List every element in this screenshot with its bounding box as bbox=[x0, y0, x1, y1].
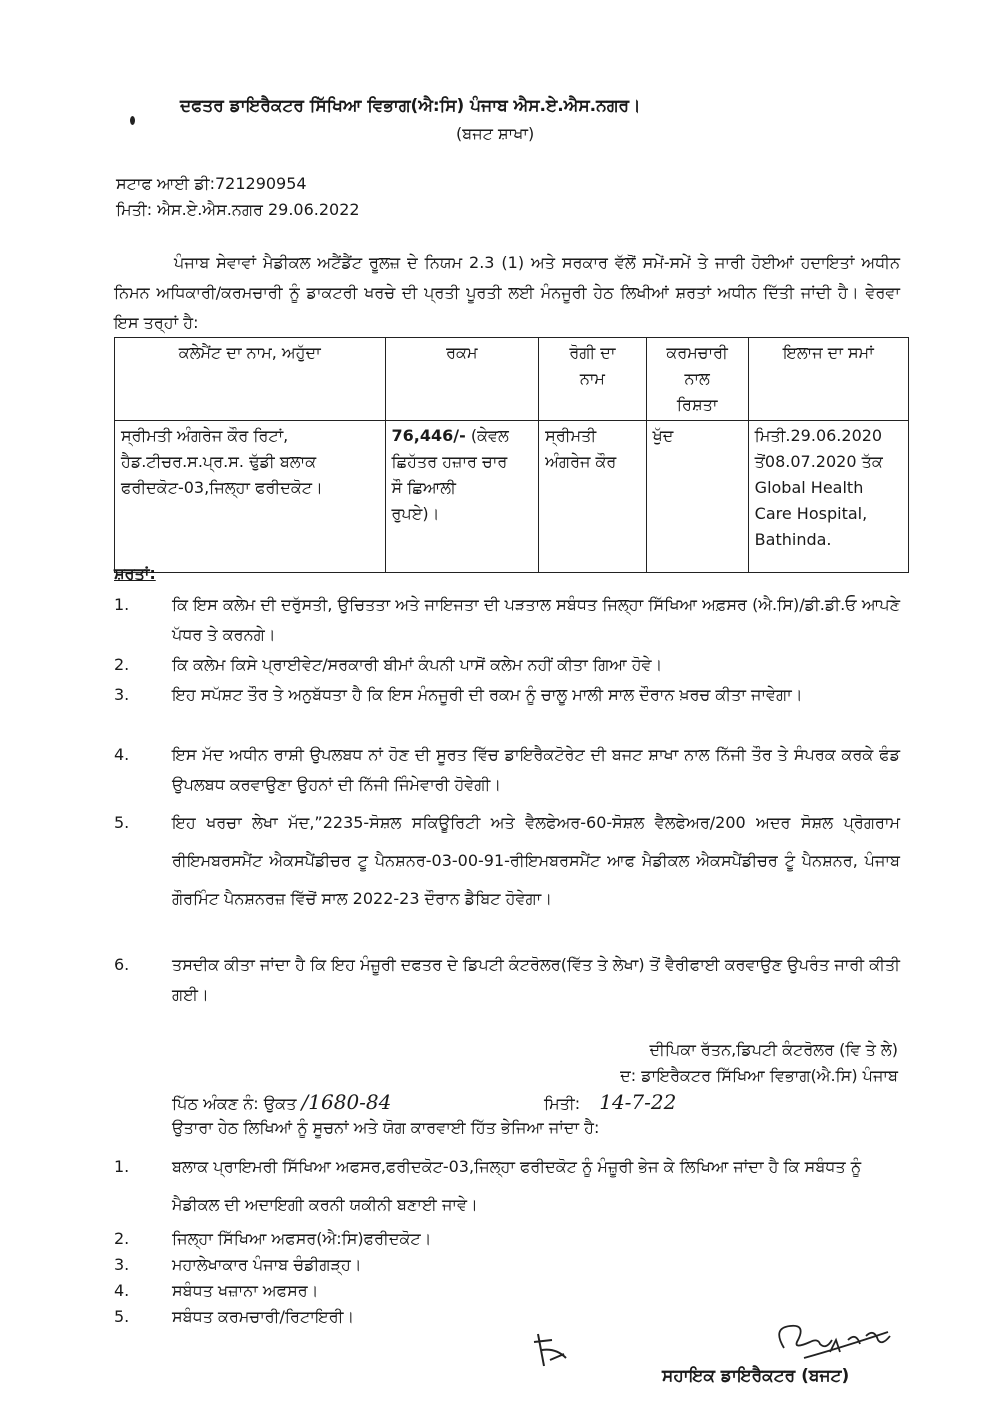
cell-relation: ਖੁੱਦ bbox=[646, 421, 748, 573]
initials-signature bbox=[530, 1330, 570, 1370]
claim-table bbox=[114, 337, 909, 573]
scan-speck bbox=[130, 116, 135, 125]
header-amount: ਰਕਮ bbox=[385, 338, 539, 421]
header-patient-line2: ਨਾਮ bbox=[579, 369, 605, 388]
condition-number: 6. bbox=[114, 955, 130, 974]
claimant-line3: ਫਰੀਦਕੋਟ-03,ਜਿਲ੍ਹਾ ਫਰੀਦਕੋਟ। bbox=[121, 478, 323, 497]
issue-date: ਮਿਤੀ: ਐਸ.ਏ.ਐਸ.ਨਗਰ 29.06.2022 bbox=[116, 200, 360, 219]
period-line2: ਤੋਂ08.07.2020 ਤੱਕ bbox=[754, 452, 883, 471]
period-line4: Care Hospital, bbox=[754, 504, 868, 523]
condition-number: 5. bbox=[114, 813, 130, 832]
condition-text: ਕਿ ਕਲੇਮ ਕਿਸੇ ਪ੍ਰਾਈਵੇਟ/ਸਰਕਾਰੀ ਬੀਮਾਂ ਕੰਪਨੀ ਪਾਸੋਂ ਕਲੇਮ ਨਹੀਂ ਕੀਤਾ ਗਿਆ ਹੋਵੇ। bbox=[172, 655, 663, 674]
assistant-director-signature bbox=[770, 1318, 910, 1366]
condition-number: 1. bbox=[114, 595, 130, 614]
copy-number: 1. bbox=[114, 1157, 130, 1176]
condition-text: ਤਸਦੀਕ ਕੀਤਾ ਜਾਂਦਾ ਹੈ ਕਿ ਇਹ ਮੰਜ਼ੂਰੀ ਦਫਤਰ ਦੇ ਡਿਪਟੀ ਕੰਟਰੋਲਰ(ਵਿੱਤ ਤੇ ਲੇਖਾ) ਤੋਂ ਵੈਰੀਫਾਈ ਕਰਵਾਉਣ ਉਪਰੰਤ ਜਾਰੀ ਕੀਤੀ ਗਈ। bbox=[172, 955, 900, 1004]
signatory-name: ਦੀਪਿਕਾ ਰੱਤਨ,ਡਿਪਟੀ ਕੰਟਰੋਲਰ (ਵਿ ਤੇ ਲੇ) bbox=[649, 1040, 898, 1059]
endorsement-date: 14-7-22 bbox=[599, 1090, 677, 1114]
copy-text: ਜਿਲ੍ਹਾ ਸਿੱਖਿਆ ਅਫਸਰ(ਐ:ਸਿ)ਫਰੀਦਕੋਟ। bbox=[172, 1229, 432, 1248]
header-patient-line1: ਰੋਗੀ ਦਾ bbox=[569, 343, 616, 362]
copy-number: 2. bbox=[114, 1229, 130, 1248]
copy-number: 3. bbox=[114, 1255, 130, 1274]
copy-number: 5. bbox=[114, 1307, 130, 1326]
header-period: ਇਲਾਜ ਦਾ ਸਮਾਂ bbox=[748, 338, 908, 421]
condition-text: ਇਹ ਸਪੱਸ਼ਟ ਤੌਰ ਤੇ ਅਨੁਬੱਧਤਾ ਹੈ ਕਿ ਇਸ ਮੰਨਜੂਰੀ ਦੀ ਰਕਮ ਨੂੰ ਚਾਲੂ ਮਾਲੀ ਸਾਲ ਦੌਰਾਨ ਖ਼ਰਚ ਕੀਤਾ ਜਾਵੇਗਾ। bbox=[172, 685, 803, 704]
copy-forward-line: ਉਤਾਰਾ ਹੇਠ ਲਿਖਿਆਂ ਨੂੰ ਸੂਚਨਾਂ ਅਤੇ ਯੋਗ ਕਾਰਵਾਈ ਹਿੱਤ ਭੇਜਿਆ ਜਾਂਦਾ ਹੈ: bbox=[172, 1118, 600, 1137]
header-relation-line2: ਨਾਲ bbox=[684, 369, 710, 388]
condition-text: ਕਿ ਇਸ ਕਲੇਮ ਦੀ ਦਰੁੱਸਤੀ, ਉਚਿਤਤਾ ਅਤੇ ਜਾਇਜਤਾ ਦੀ ਪੜਤਾਲ ਸਬੰਧਤ ਜਿਲ੍ਹਾ ਸਿੱਖਿਆ ਅਫ਼ਸਰ (ਐ.ਸਿ)/ਡੀ.ਡੀ.ਓ ਆਪਣੇ ਪੱਧਰ ਤੇ ਕਰਨਗੇ। bbox=[172, 595, 900, 644]
amount-words-2: ਛਿਹੱਤਰ ਹਜ਼ਾਰ ਚਾਰ bbox=[391, 452, 508, 471]
condition-number: 2. bbox=[114, 655, 130, 674]
table-header-row bbox=[115, 338, 909, 421]
condition-number: 3. bbox=[114, 685, 130, 704]
patient-line2: ਅੰਗਰੇਜ ਕੌਰ bbox=[545, 452, 617, 471]
cell-amount bbox=[385, 421, 539, 573]
patient-line1: ਸ੍ਰੀਮਤੀ bbox=[545, 426, 597, 445]
assistant-director-designation: ਸਹਾਇਕ ਡਾਇਰੈਕਟਰ (ਬਜਟ) bbox=[662, 1366, 850, 1386]
endorsement-number: /1680-84 bbox=[301, 1090, 392, 1114]
endorsement-date-label: ਮਿਤੀ: bbox=[544, 1094, 586, 1113]
cell-patient bbox=[539, 421, 646, 573]
signatory-office: ਦ: ਡਾਇਰੈਕਟਰ ਸਿੱਖਿਆ ਵਿਭਾਗ(ਐ.ਸਿ) ਪੰਜਾਬ bbox=[620, 1066, 898, 1085]
amount-value: 76,446/- bbox=[391, 426, 466, 445]
header-relation bbox=[646, 338, 748, 421]
endorsement-date-line bbox=[544, 1090, 676, 1114]
cell-claimant bbox=[115, 421, 386, 573]
conditions-heading: ਸ਼ਰਤਾਂ: bbox=[114, 564, 156, 583]
endorsement-label: ਪਿੱਠ ਅੰਕਣ ਨੰ: ਉਕਤ bbox=[172, 1094, 302, 1113]
header-relation-line1: ਕਰਮਚਾਰੀ bbox=[666, 343, 728, 362]
amount-words-1: (ਕੇਵਲ bbox=[465, 426, 509, 445]
amount-words-3: ਸੌ ਛਿਆਲੀ bbox=[391, 478, 456, 497]
period-line5: Bathinda. bbox=[754, 530, 832, 549]
copy-number: 4. bbox=[114, 1281, 130, 1300]
table-row bbox=[115, 421, 909, 573]
condition-number: 4. bbox=[114, 745, 130, 764]
claimant-line1: ਸ੍ਰੀਮਤੀ ਅੰਗਰੇਜ ਕੌਰ ਰਿਟਾਂ, bbox=[121, 426, 289, 445]
condition-text: ਇਹ ਖਰਚਾ ਲੇਖਾ ਮੱਦ,”2235-ਸੋਸ਼ਲ ਸਕਿਊਰਿਟੀ ਅਤੇ ਵੈਲਫੇਅਰ-60-ਸੋਸ਼ਲ ਵੈਲਫੇਅਰ/200 ਅਦਰ ਸੋਸ਼ਲ ਪ੍ਰੋਗਰਾਮ ਰੀਇਮਬਰਸਮੈਂਟ ਐਕਸਪੈਂਡੀਚਰ ਟੂ ਪੈਨਸ਼ਨਰ-03-00-91-ਰੀਇਮਬਰਸਮੈਂਟ ਆਫ ਮੈਡੀਕਲ ਐਕਸਪੈਂਡੀਚਰ ਟੂੰ ਪੈਨਸ਼ਨਰ, ਪੰਜਾਬ ਗੌਰਮਿੰਟ ਪੈਨਸ਼ਨਰਜ਼ ਵਿੱਚੋਂ ਸਾਲ 2022-23 ਦੌਰਾਨ ਡੈਬਿਟ ਹੋਵੇਗਾ। bbox=[172, 813, 900, 908]
condition-text: ਇਸ ਮੱਦ ਅਧੀਨ ਰਾਸ਼ੀ ਉਪਲਬਧ ਨਾਂ ਹੋਣ ਦੀ ਸੂਰਤ ਵਿੱਚ ਡਾਇਰੈਕਟੋਰੇਟ ਦੀ ਬਜਟ ਸ਼ਾਖਾ ਨਾਲ ਨਿੱਜੀ ਤੌਰ ਤੇ ਸੰਪਰਕ ਕਰਕੇ ਫੰਡ ਉਪਲਬਧ ਕਰਵਾਉਣਾ ਉਹਨਾਂ ਦੀ ਨਿੱਜੀ ਜਿੰਮੇਵਾਰੀ ਹੋਵੇਗੀ। bbox=[172, 745, 900, 794]
amount-line1 bbox=[392, 423, 533, 449]
endorsement-number-line bbox=[172, 1090, 391, 1114]
branch-subtitle: (ਬਜਟ ਸ਼ਾਖਾ) bbox=[456, 124, 535, 143]
claimant-line2: ਹੈਡ.ਟੀਚਰ.ਸ.ਪ੍ਰ.ਸ. ਢੁੱਡੀ ਬਲਾਕ bbox=[121, 452, 317, 471]
header-patient bbox=[539, 338, 646, 421]
copy-text: ਮਹਾਲੇਖਾਕਾਰ ਪੰਜਾਬ ਚੰਡੀਗੜ੍ਹ। bbox=[172, 1255, 362, 1274]
amount-words-4: ਰੁਪਏ)। bbox=[391, 504, 440, 523]
staff-id: ਸਟਾਫ ਆਈ ਡੀ:721290954 bbox=[116, 174, 307, 193]
copy-text: ਬਲਾਕ ਪ੍ਰਾਇਮਰੀ ਸਿੱਖਿਆ ਅਫਸਰ,ਫਰੀਦਕੋਟ-03,ਜਿਲ੍ਹਾ ਫਰੀਦਕੋਟ ਨੂੰ ਮੰਜ਼ੂਰੀ ਭੇਜ ਕੇ ਲਿਖਿਆ ਜਾਂਦਾ ਹੈ ਕਿ ਸਬੰਧਤ ਨੂੰ ਮੈਡੀਕਲ ਦੀ ਅਦਾਇਗੀ ਕਰਨੀ ਯਕੀਨੀ ਬਣਾਈ ਜਾਵੇ। bbox=[172, 1157, 862, 1214]
intro-paragraph: ਪੰਜਾਬ ਸੇਵਾਵਾਂ ਮੈਡੀਕਲ ਅਟੈਂਡੈਂਟ ਰੂਲਜ਼ ਦੇ ਨਿਯਮ 2.3 (1) ਅਤੇ ਸਰਕਾਰ ਵੱਲੋਂ ਸਮੇਂ-ਸਮੇਂ ਤੇ ਜਾਰੀ ਹੋਈਆਂ ਹਦਾਇਤਾਂ ਅਧੀਨ ਨਿਮਨ ਅਧਿਕਾਰੀ/ਕਰਮਚਾਰੀ ਨੂੰ ਡਾਕਟਰੀ ਖਰਚੇ ਦੀ ਪ੍ਰਤੀ ਪੂਰਤੀ ਲਈ ਮੰਨਜੂਰੀ ਹੇਠ ਲਿਖੀਆਂ ਸ਼ਰਤਾਂ ਅਧੀਨ ਦਿੱਤੀ ਜਾਂਦੀ ਹੈ। ਵੇਰਵਾ ਇਸ ਤਰ੍ਹਾਂ ਹੈ: bbox=[114, 253, 900, 332]
copy-text: ਸਬੰਧਤ ਕਰਮਚਾਰੀ/ਰਿਟਾਇਰੀ। bbox=[172, 1307, 355, 1326]
period-line1: ਮਿਤੀ.29.06.2020 bbox=[754, 426, 883, 445]
period-line3: Global Health bbox=[754, 478, 864, 497]
office-title: ਦਫਤਰ ਡਾਇਰੈਕਟਰ ਸਿੱਖਿਆ ਵਿਭਾਗ(ਐ:ਸਿ) ਪੰਜਾਬ ਐਸ.ਏ.ਐਸ.ਨਗਰ। bbox=[180, 96, 641, 116]
cell-period bbox=[748, 421, 908, 573]
copy-text: ਸਬੰਧਤ ਖਜ਼ਾਨਾ ਅਫਸਰ। bbox=[172, 1281, 319, 1300]
header-claimant: ਕਲੇਮੈਂਟ ਦਾ ਨਾਮ, ਅਹੁੱਦਾ bbox=[115, 338, 386, 421]
header-relation-line3: ਰਿਸ਼ਤਾ bbox=[676, 395, 718, 414]
